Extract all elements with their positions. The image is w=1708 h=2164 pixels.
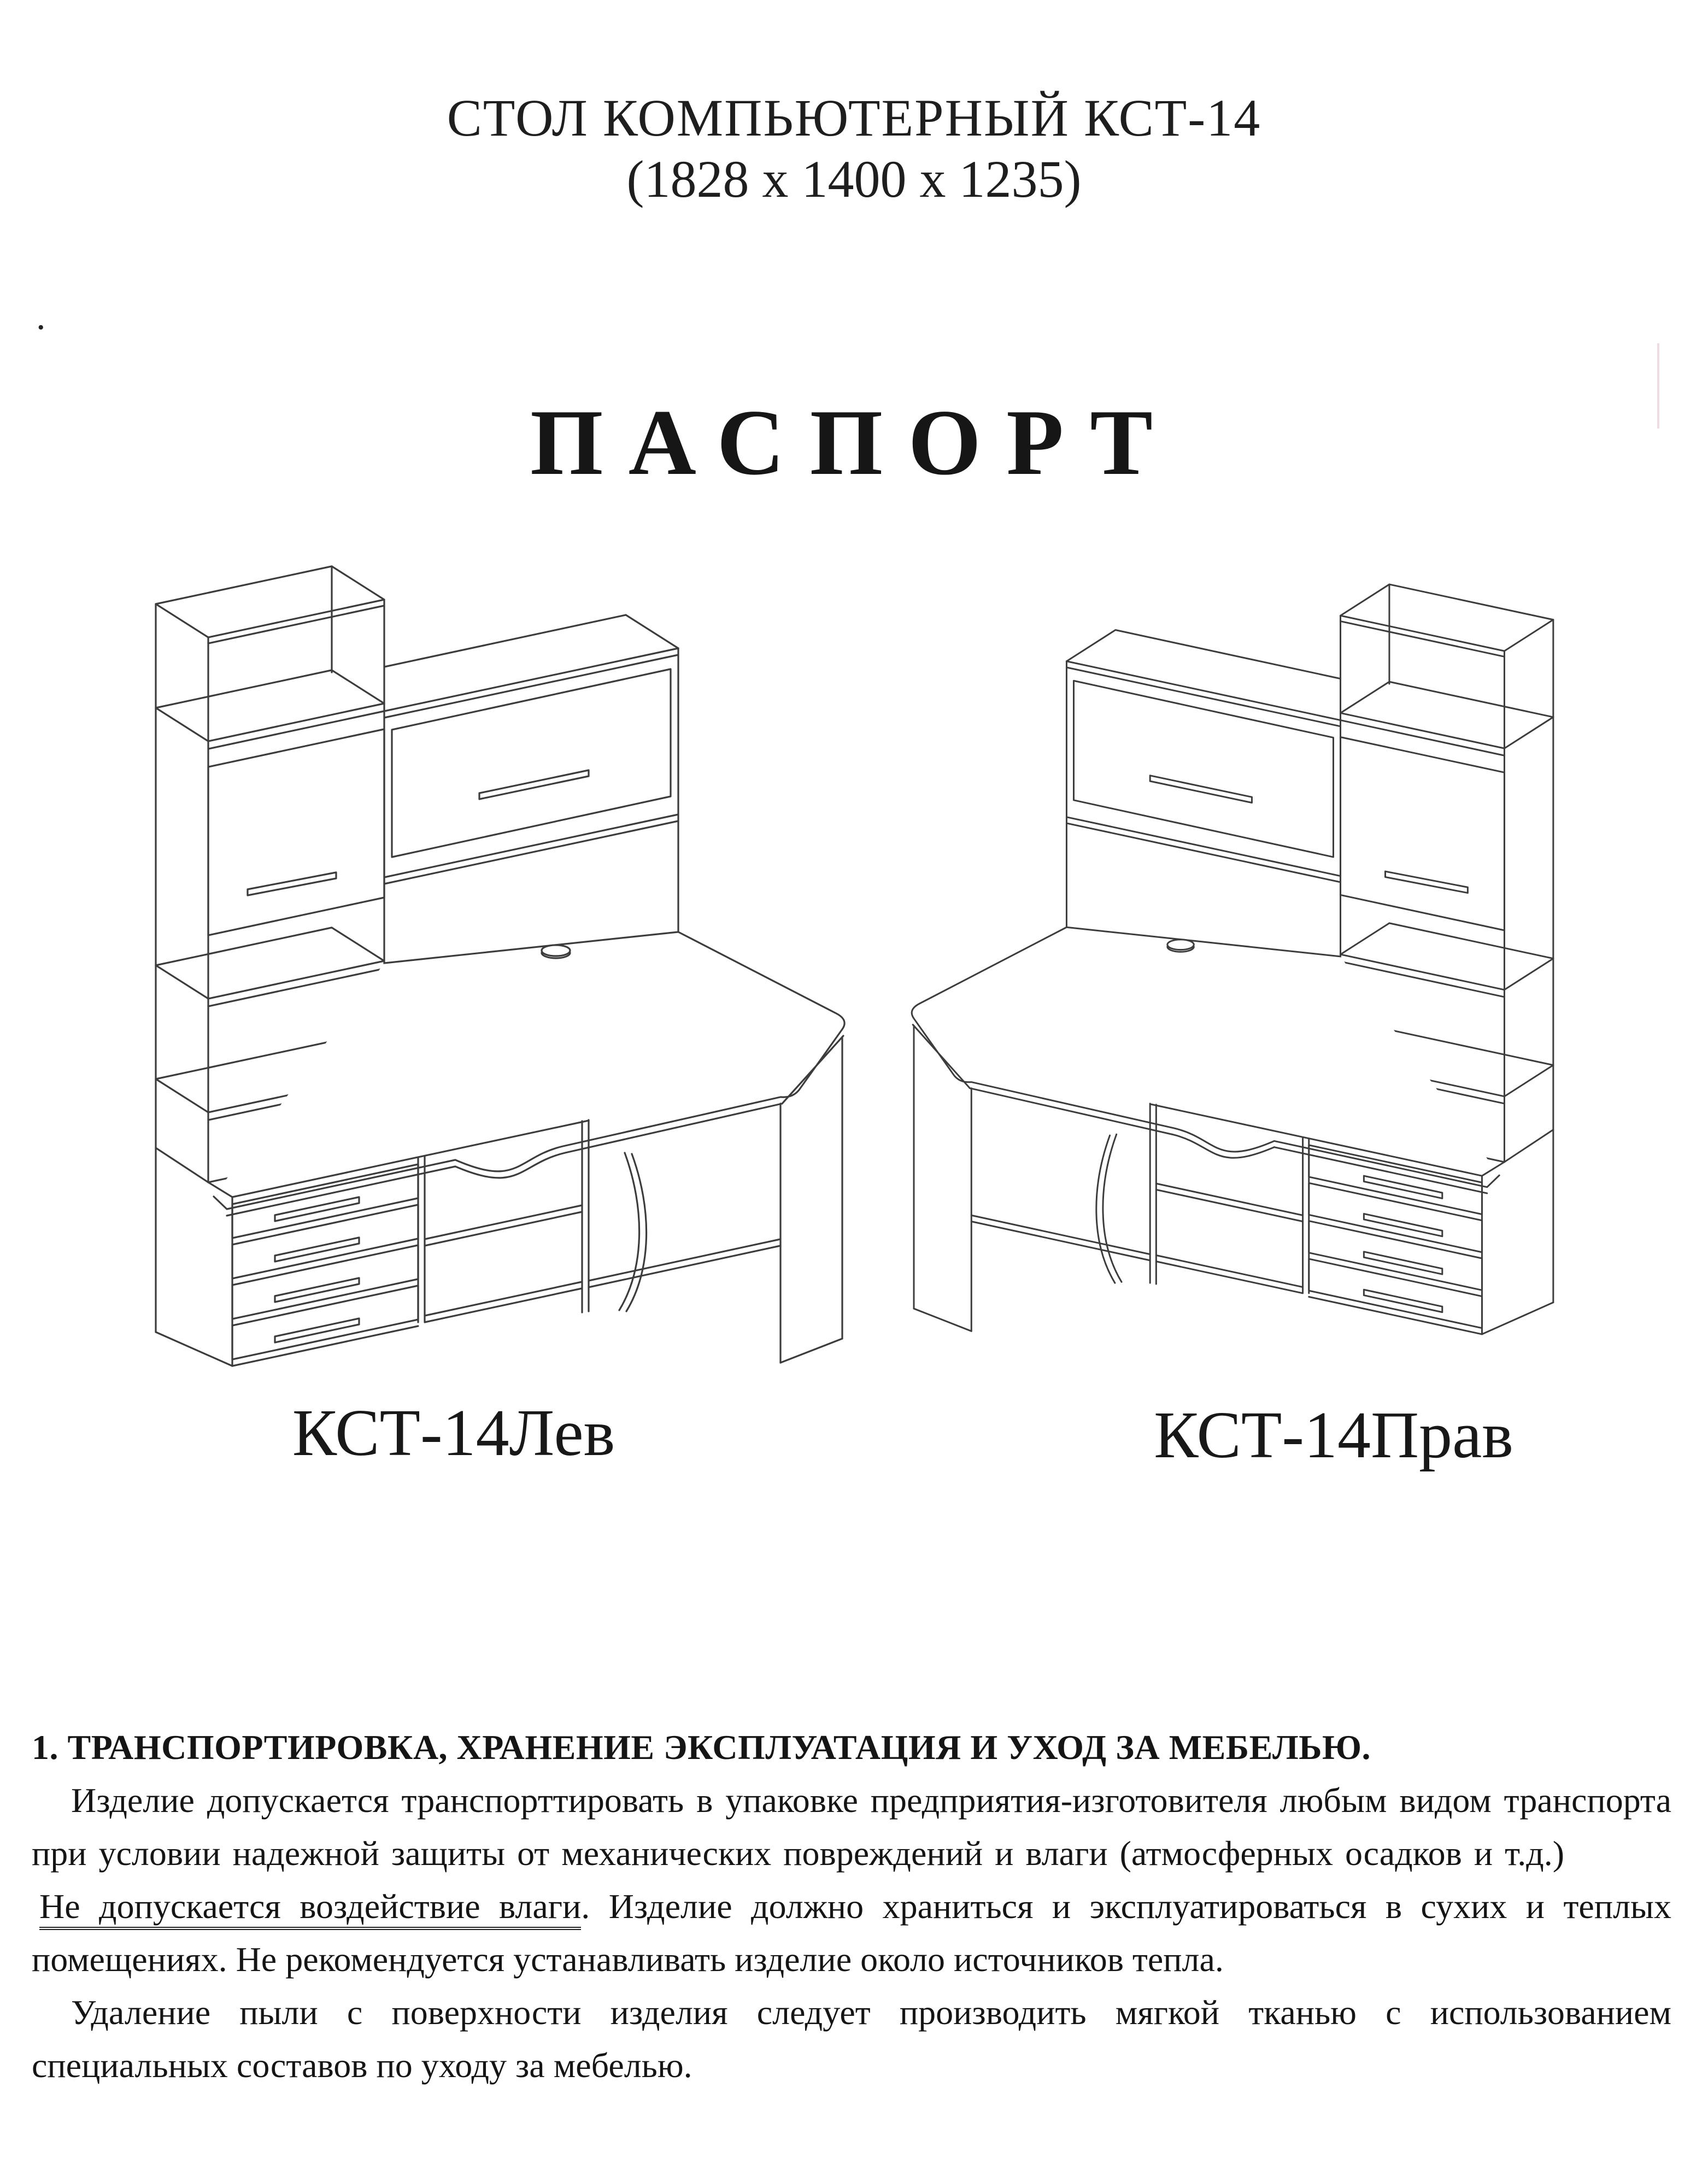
paragraph-dust-care: Удаление пыли с поверхности изделия следует производить мягкой тканью с использованием специальных составов по уходу за мебелью. [32, 1993, 1671, 2085]
desk-drawing-right-variant [899, 568, 1604, 1350]
document-heading: ПАСПОРТ [530, 391, 1178, 495]
paragraph-moisture [32, 1880, 1671, 1986]
section-heading: 1. ТРАНСПОРТИРОВКА, ХРАНЕНИЕ ЭКСПЛУАТАЦИЯ И УХОД ЗА МЕБЕЛЬЮ. [32, 1728, 1371, 1767]
desk-drawing-right-svg [899, 568, 1604, 1350]
paragraph-moisture-rest: . Изделие должно храниться и эксплуатироваться в сухих и теплых помещениях. Не рекомендуется устанавливать изделие около источников тепла. [32, 1887, 1671, 1979]
desk-drawing-left-variant [101, 549, 858, 1383]
scan-artifact-line [1657, 343, 1659, 429]
paragraph-transport: Изделие допускается транспорттировать в упаковке предприятия-изготовителя любым видом транспорта при условии надежной защиты от механических повреждений и влаги (атмосферных осадков и т.д.) [32, 1781, 1671, 1873]
figure-label-right: КСТ-14Прав [1154, 1398, 1513, 1472]
desk-drawing-left-svg [101, 549, 858, 1383]
care-instructions-section [32, 1721, 1671, 2092]
page-subtitle-dimensions: (1828 х 1400 х 1235) [626, 150, 1082, 208]
page-title: СТОЛ КОМПЬЮТЕРНЫЙ КСТ-14 [447, 89, 1261, 147]
underlined-warning: Не допускается воздействие влаги [39, 1887, 581, 1930]
figure-label-left: КСТ-14Лев [292, 1396, 615, 1470]
stray-dot-mark: . [36, 296, 46, 338]
